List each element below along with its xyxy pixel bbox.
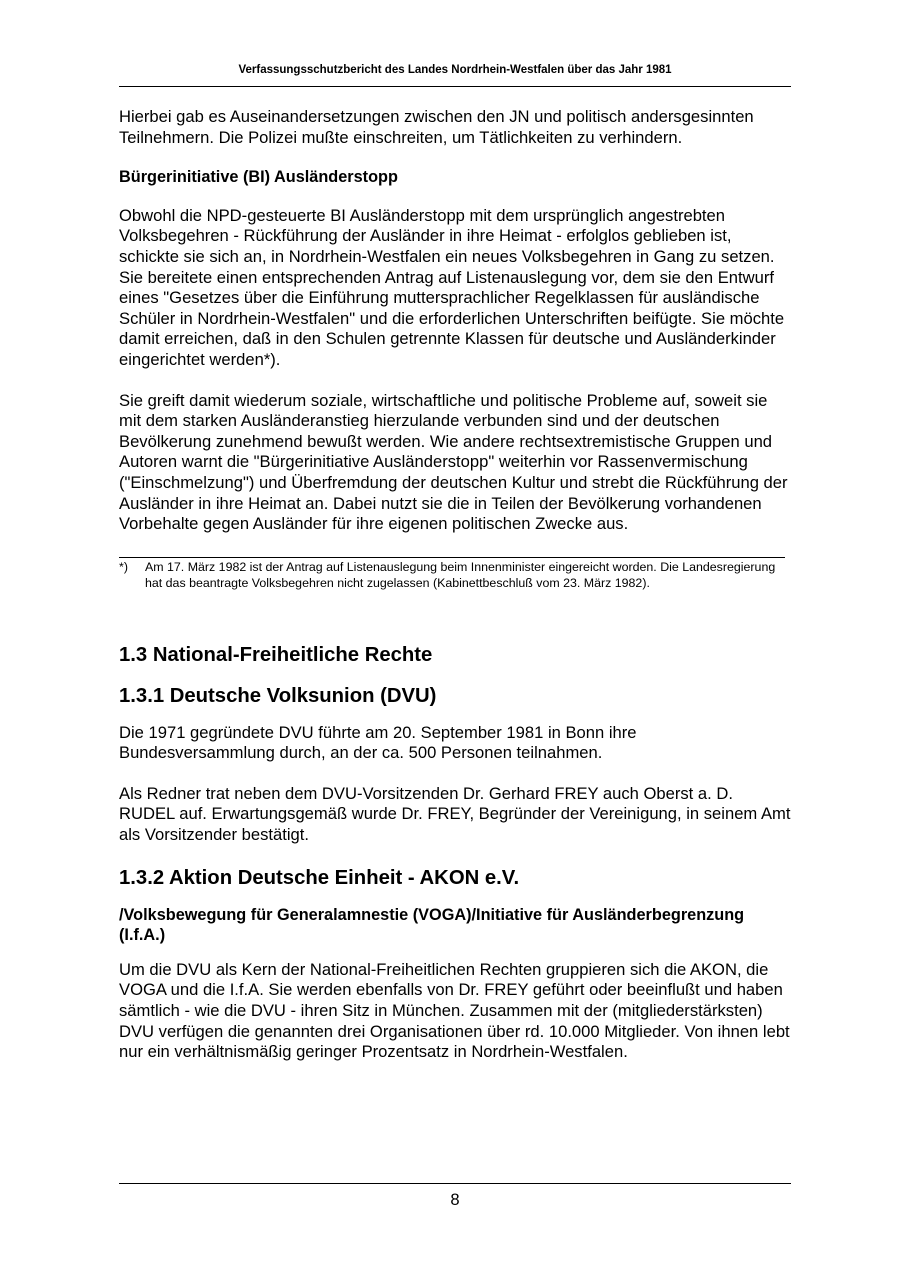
paragraph-jn-clashes: Hierbei gab es Auseinandersetzungen zwischen den JN und politisch andersgesinnten Teilnehmern. Die Polizei mußte einschreiten, um Tätlichkeiten zu verhindern.	[119, 107, 754, 147]
paragraph-dvu-speakers: Als Redner trat neben dem DVU-Vorsitzenden Dr. Gerhard FREY auch Oberst a. D. RUDEL auf. Erwartungsgemäß wurde Dr. FREY, Begründer der Vereinigung, in seinem Amt als Vorsitzender bestätigt.	[119, 783, 791, 845]
header-rule	[119, 86, 791, 87]
footnote-text: Am 17. März 1982 ist der Antrag auf Listenauslegung beim Innenminister eingereicht worden. Die Landesregierung hat das beantragte Volksbegehren nicht zugelassen (Kabinettbeschluß vom 23. März 1982).	[145, 559, 776, 591]
document-page	[119, 0, 791, 1273]
paragraph-volksbegehren: Obwohl die NPD-gesteuerte BI Ausländerstopp mit dem ursprünglich angestrebten Volksbegehren - Rückführung der Ausländer in ihre Heimat - erfolglos geblieben ist, schickte sie sich an, in Nordrhein-Westfalen ein neues Volksbegehren in Gang zu setzen. Sie bereitete einen entsprechenden Antrag auf Listenauslegung vor, dem sie den Entwurf eines "Gesetzes über die Einführung muttersprachlicher Regelklassen für ausländische Schüler in Nordrhein-Westfalen" und die erforderlichen Unterschriften beifügte. Sie möchte damit erreichen, daß in den Schulen getrennte Klassen für deutsche und Ausländerkinder eingerichtet werden*).	[119, 205, 785, 369]
subheading-voga-ifa: /Volksbewegung für Generalamnestie (VOGA)/Initiative für Ausländerbegrenzung (I.f.A.)	[119, 905, 745, 945]
running-header: Verfassungsschutzbericht des Landes Nordrhein-Westfalen über das Jahr 1981	[238, 64, 672, 76]
footnote-mark: *)	[119, 559, 128, 574]
heading-bi-auslaenderstopp: Bürgerinitiative (BI) Ausländerstopp	[119, 168, 398, 187]
paragraph-akon-voga-ifa: Um die DVU als Kern der National-Freiheitlichen Rechten gruppieren sich die AKON, die VOGA und die I.f.A. Sie werden ebenfalls von Dr. FREY geführt oder beeinflußt und haben sämtlich - wie die DVU - ihren Sitz in München. Zusammen mit der (mitgliederstärksten) DVU verfügen die genannten drei Organisationen über rd. 10.000 Mitglieder. Von ihnen lebt nur ein verhältnismäßig geringer Prozentsatz in Nordrhein-Westfalen.	[119, 959, 790, 1062]
section-heading-1-3-2: 1.3.2 Aktion Deutsche Einheit - AKON e.V.	[119, 866, 520, 889]
footnote-rule	[119, 557, 785, 558]
section-heading-1-3-1: 1.3.1 Deutsche Volksunion (DVU)	[119, 684, 437, 707]
section-heading-1-3: 1.3 National-Freiheitliche Rechte	[119, 643, 433, 666]
page-content	[119, 107, 791, 1063]
paragraph-social-problems: Sie greift damit wiederum soziale, wirtschaftliche und politische Probleme auf, soweit sie mit dem starken Ausländeranstieg hierzulande verbunden sind und der deutschen Bevölkerung zunehmend bewußt werden. Wie andere rechtsextremistische Gruppen und Autoren warnt die "Bürgerinitiative Ausländerstopp" weiterhin vor Rassenvermischung ("Einschmelzung") und Überfremdung der deutschen Kultur und strebt die Rückführung der Ausländer in ihre Heimat an. Dabei nutzt sie die in Teilen der Bevölkerung vorhandenen Vorbehalte gegen Ausländer für ihre eigenen politischen Zwecke aus.	[119, 390, 788, 534]
footnote	[119, 559, 791, 592]
footer-rule	[119, 1183, 791, 1184]
paragraph-dvu-assembly: Die 1971 gegründete DVU führte am 20. September 1981 in Bonn ihre Bundesversammlung durch, an der ca. 500 Personen teilnahmen.	[119, 722, 637, 763]
page-number: 8	[450, 1190, 460, 1209]
